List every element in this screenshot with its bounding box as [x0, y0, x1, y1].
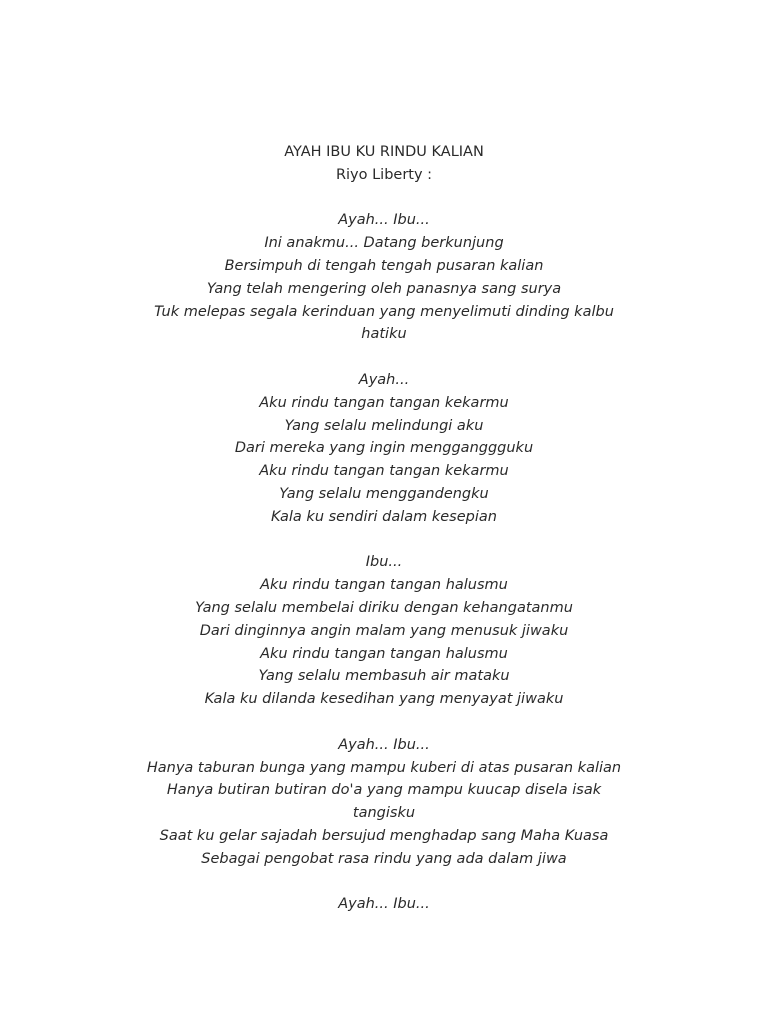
poem-line: Ayah... Ibu...	[338, 736, 430, 753]
poem-line: Dari mereka yang ingin mengganggguku	[234, 440, 534, 457]
poem-stanza	[0, 369, 768, 529]
poem-line: Tuk melepas segala kerinduan yang menyelimuti dinding kalbu	[154, 303, 614, 320]
poem-line: Sebagai pengobat rasa rindu yang ada dalam jiwa	[201, 850, 567, 867]
poem-line: hatiku	[361, 326, 407, 343]
poem-line: tangisku	[352, 805, 416, 822]
poem-line: Ini anakmu... Datang berkunjung	[264, 235, 504, 252]
poem-line: Yang selalu menggandengku	[279, 485, 489, 502]
poem-line: Kala ku dilanda kesedihan yang menyayat jiwaku	[204, 691, 564, 708]
poem-body	[0, 209, 768, 916]
poem-line: Yang selalu melindungi aku	[284, 417, 484, 434]
poem-line: Aku rindu tangan tangan halusmu	[260, 577, 508, 594]
poem-line: Ayah... Ibu...	[338, 212, 430, 229]
document-page	[0, 141, 768, 916]
poem-line: Dari dinginnya angin malam yang menusuk jiwaku	[199, 622, 569, 639]
poem-line: Ibu...	[365, 554, 403, 571]
poem-author: Riyo Liberty :	[335, 166, 433, 183]
poem-line: Saat ku gelar sajadah bersujud menghadap sang Maha Kuasa	[159, 827, 609, 844]
poem-line: Aku rindu tangan tangan kekarmu	[259, 463, 509, 480]
poem-stanza	[0, 209, 768, 346]
poem-line: Yang selalu membelai diriku dengan kehangatanmu	[195, 599, 573, 616]
poem-line: Kala ku sendiri dalam kesepian	[271, 508, 497, 525]
poem-stanza	[0, 734, 768, 871]
poem-title: AYAH IBU KU RINDU KALIAN	[284, 144, 484, 160]
poem-line: Yang selalu membasuh air mataku	[258, 668, 510, 685]
poem-line: Yang telah mengering oleh panasnya sang surya	[206, 280, 562, 297]
poem-stanza	[0, 893, 768, 916]
poem-line: Hanya butiran butiran do'a yang mampu kuucap disela isak	[166, 782, 602, 799]
poem-line: Ayah...	[358, 371, 410, 388]
poem-line: Hanya taburan bunga yang mampu kuberi di atas pusaran kalian	[146, 759, 622, 776]
poem-line: Ayah... Ibu...	[338, 896, 430, 913]
poem-line: Aku rindu tangan tangan kekarmu	[259, 394, 509, 411]
poem-stanza	[0, 551, 768, 711]
poem-line: Bersimpuh di tengah tengah pusaran kalian	[224, 257, 544, 274]
poem-line: Aku rindu tangan tangan halusmu	[260, 645, 508, 662]
